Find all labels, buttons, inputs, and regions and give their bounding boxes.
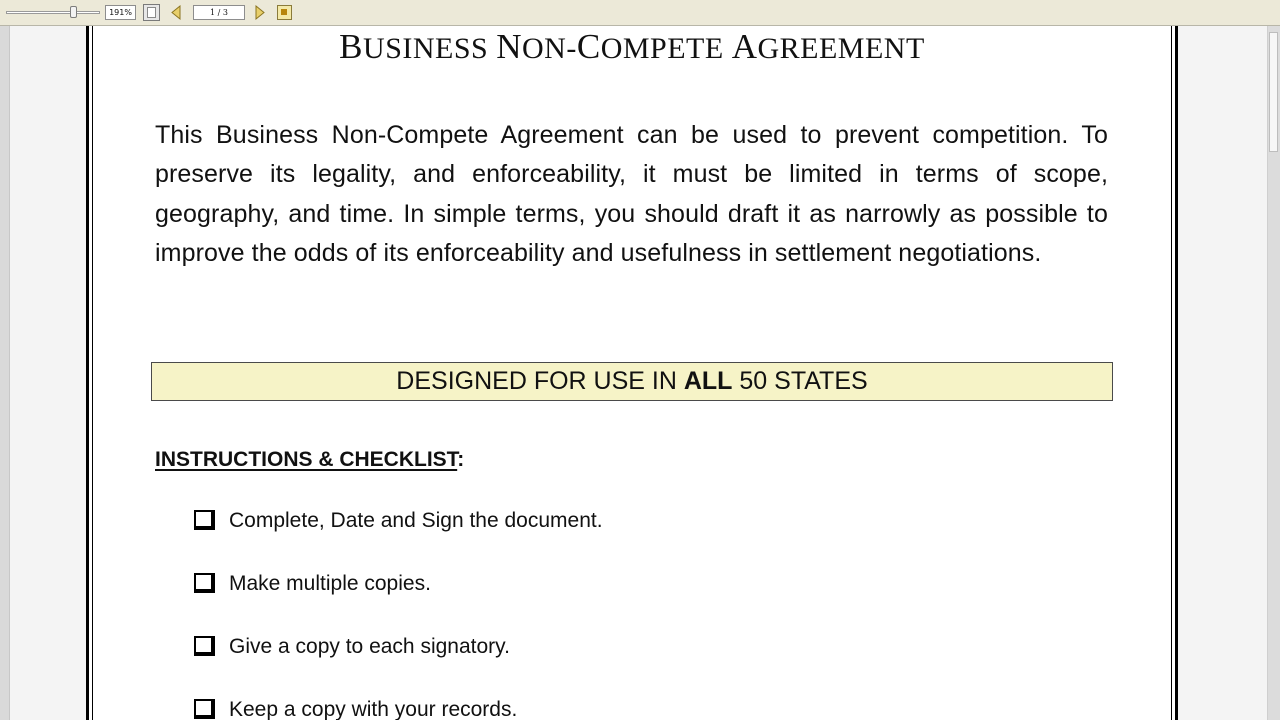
title-part-3: OMPETE: [600, 32, 732, 65]
title-part-4: GREEMENT: [757, 32, 925, 65]
viewer-toolbar: [0, 0, 1280, 26]
banner-text-after: 50 STATES: [732, 367, 868, 395]
banner-text-bold: ALL: [683, 367, 733, 395]
title-cap-n: N: [496, 27, 523, 66]
checklist-item-text: Make multiple copies.: [229, 572, 431, 595]
zoom-level-field[interactable]: 191%: [105, 5, 136, 20]
instructions-heading-colon: :: [457, 448, 465, 471]
fit-page-icon[interactable]: [143, 4, 160, 21]
page-number-field[interactable]: 1 / 3: [193, 5, 245, 20]
document-page: [86, 26, 1178, 720]
title-part-1: USINESS: [363, 32, 497, 65]
zoom-slider-track[interactable]: [6, 11, 100, 14]
viewer-left-gutter: [0, 26, 10, 720]
title-cap-b: B: [339, 27, 364, 66]
page-border-right-thick: [1175, 26, 1178, 720]
scrollbar-thumb[interactable]: [1269, 32, 1278, 152]
previous-page-icon[interactable]: [168, 4, 185, 21]
banner-text-before: DESIGNED FOR USE IN: [396, 367, 684, 395]
next-page-icon[interactable]: [251, 4, 268, 21]
page-border-left-thick: [86, 26, 89, 720]
intro-paragraph: This Business Non-Compete Agreement can be used to prevent competition. To preserve its legality, and enforceability, it must be limited in terms of scope, geography, and time. In simple terms, you should draft it as narrowly as possible to improve the odds of its enforceability and usefulness in settlement negotiations.: [155, 121, 1108, 267]
instructions-heading: [155, 448, 464, 472]
document-title: [86, 27, 1178, 67]
states-banner: [151, 362, 1113, 401]
instructions-heading-text: INSTRUCTIONS & CHECKLIST: [155, 448, 458, 471]
options-icon[interactable]: [277, 5, 292, 20]
document-viewer[interactable]: [0, 26, 1280, 720]
checklist-item-text: Keep a copy with your records.: [229, 698, 518, 720]
checklist-item-text: Give a copy to each signatory.: [229, 635, 510, 658]
vertical-scrollbar[interactable]: [1267, 26, 1280, 720]
page-border-right-thin: [1171, 26, 1172, 720]
checklist-item-text: Complete, Date and Sign the document.: [229, 509, 603, 532]
checkbox-icon: [194, 510, 215, 530]
checkbox-icon: [194, 573, 215, 593]
page-border-left-thin: [92, 26, 93, 720]
checkbox-icon: [194, 636, 215, 656]
checkbox-icon: [194, 699, 215, 719]
title-cap-c: C: [576, 27, 601, 66]
zoom-slider-thumb[interactable]: [70, 6, 77, 18]
title-part-2: ON-: [522, 32, 577, 65]
title-cap-a: A: [731, 27, 758, 66]
